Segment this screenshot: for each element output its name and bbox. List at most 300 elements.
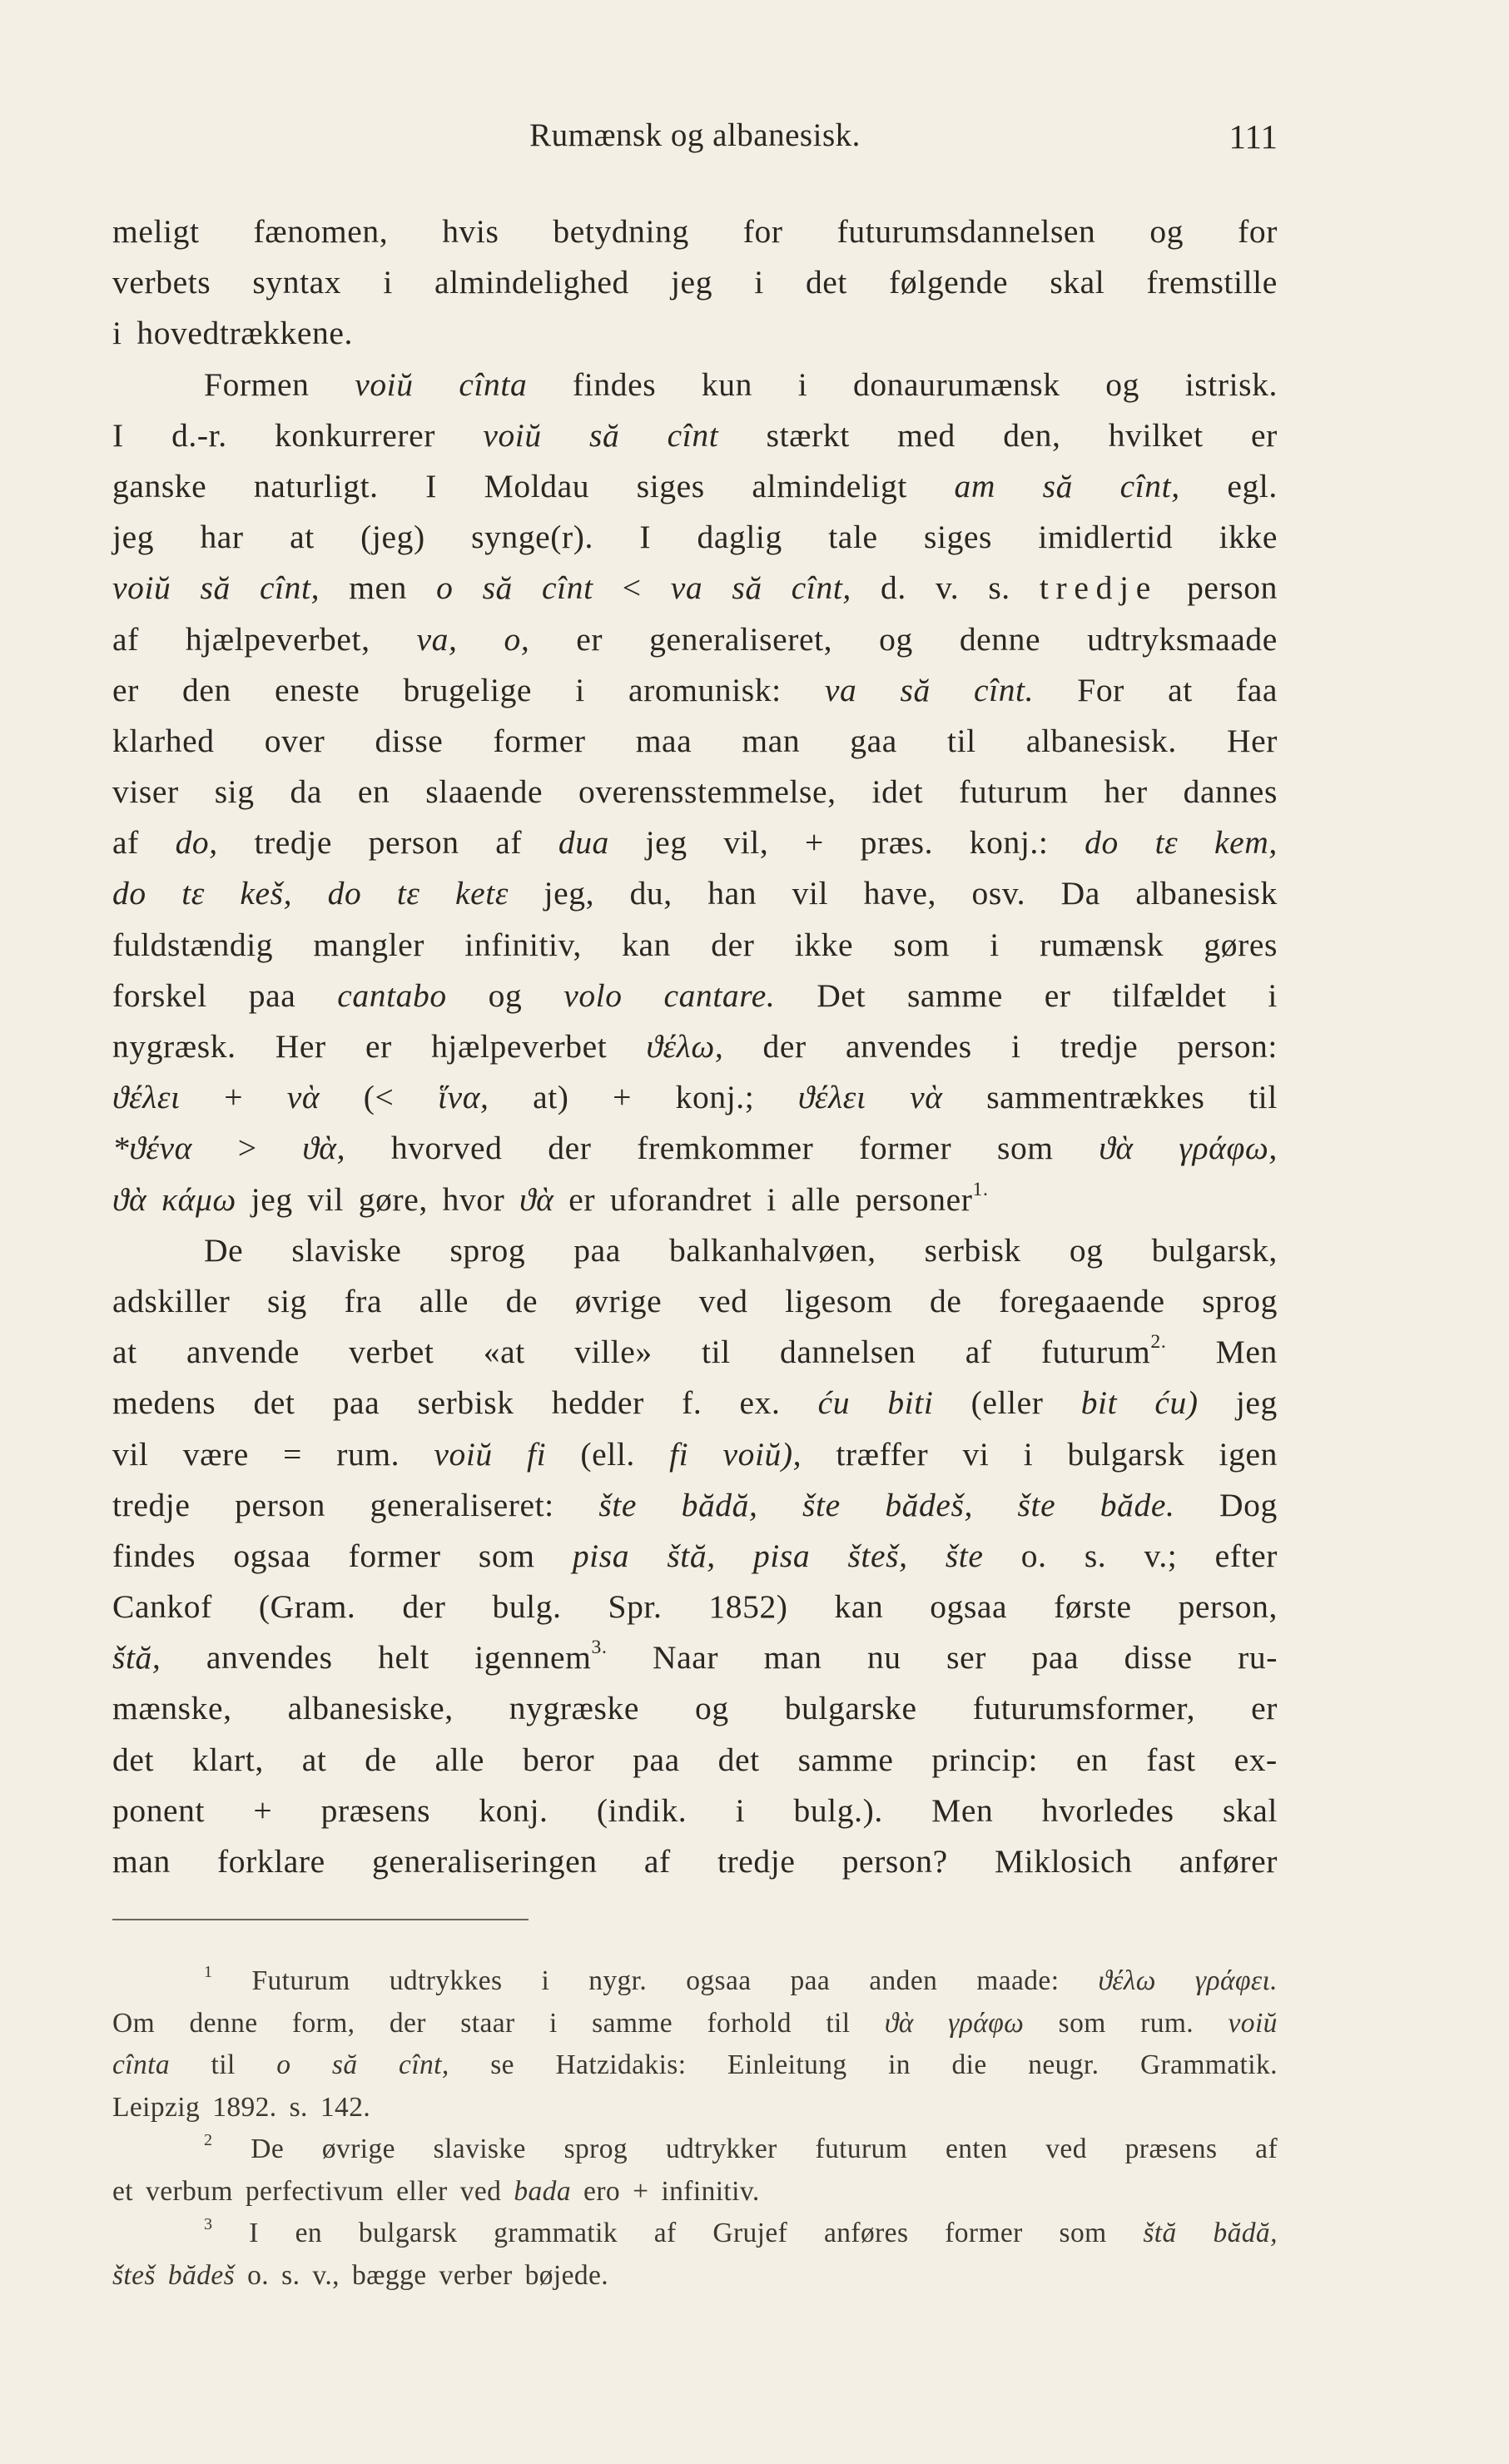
italic-text: cînt, <box>1119 467 1180 504</box>
word: Det <box>817 976 866 1014</box>
word: betydning <box>553 213 689 250</box>
word: skal <box>1050 264 1105 301</box>
italic-text: va <box>670 569 703 607</box>
italic-text: do <box>112 875 146 912</box>
text-line <box>112 1429 1278 1480</box>
word: alle <box>791 1180 841 1218</box>
text-line <box>112 971 1278 1021</box>
word: findes <box>573 365 657 403</box>
italic-text: tε <box>396 875 420 912</box>
word: paa <box>332 1384 380 1422</box>
word: ogsaa <box>686 1965 752 1996</box>
word: efter <box>1214 1537 1278 1574</box>
word: at <box>1168 671 1193 708</box>
word: som <box>478 1537 535 1574</box>
word: anvendes <box>845 1028 972 1065</box>
word <box>260 563 320 614</box>
footnotes <box>112 1960 1278 2297</box>
word: man <box>112 1843 171 1880</box>
word: person: <box>1177 1028 1278 1065</box>
word: er <box>1251 416 1278 454</box>
word: nygræsk. <box>112 1028 236 1065</box>
word: overensstemmelse, <box>578 773 836 811</box>
word: vil <box>307 1180 344 1218</box>
footnote-line <box>112 2255 1278 2298</box>
italic-text: să <box>589 416 620 454</box>
word: og <box>694 1690 729 1727</box>
word: mangler <box>313 926 425 963</box>
italic-text: ϑὰ <box>884 2007 914 2039</box>
word <box>1098 1960 1155 2003</box>
text-line <box>112 410 1278 461</box>
word: almindeligt <box>752 467 907 504</box>
italic-text: volo <box>563 976 623 1014</box>
word: Om <box>112 2007 156 2039</box>
word: albanesiske, <box>287 1690 454 1727</box>
text-line <box>112 1836 1278 1887</box>
footnote-reference: 2. <box>1150 1331 1167 1354</box>
word: eller <box>396 2175 448 2207</box>
text-line <box>112 1786 1278 1836</box>
word: i <box>990 926 1000 963</box>
word: 1852) <box>708 1588 788 1626</box>
word: at) <box>533 1079 569 1116</box>
word: som <box>996 1130 1054 1167</box>
footnote-line <box>112 2087 1278 2129</box>
word: udtrykkes <box>389 1965 503 1996</box>
word: + <box>224 1079 244 1116</box>
word: det <box>717 1741 760 1778</box>
italic-text: šte <box>1017 1486 1056 1523</box>
word: d.-r. <box>171 416 227 454</box>
word <box>1085 817 1119 868</box>
italic-text: do <box>327 875 362 912</box>
word: Hatzidakis: <box>555 2049 687 2080</box>
word: paa <box>633 1741 680 1778</box>
word: infinitiv. <box>661 2175 760 2207</box>
italic-text: ću <box>817 1384 851 1422</box>
word: ikke <box>794 926 854 963</box>
word: der <box>548 1130 592 1167</box>
word: maa <box>635 722 692 759</box>
word <box>1043 461 1073 512</box>
word: hjælpeverbet <box>431 1028 608 1065</box>
word: i <box>1010 1028 1021 1065</box>
italic-text: cînt <box>542 569 593 607</box>
word <box>474 1632 607 1683</box>
word: det <box>112 1741 155 1778</box>
italic-text: bădeš, <box>885 1486 973 1523</box>
word <box>825 665 856 716</box>
word: en <box>357 773 390 811</box>
italic-text: ketε <box>455 875 509 912</box>
word: for <box>1238 213 1278 250</box>
text-line <box>112 1683 1278 1734</box>
word: beror <box>522 1741 595 1778</box>
word: udtrykker <box>665 2134 777 2164</box>
word: istrisk. <box>1184 365 1278 403</box>
word: (ell. <box>580 1435 635 1473</box>
word: mænske, <box>112 1690 232 1727</box>
word: Spr. <box>608 1588 663 1626</box>
italic-text: voiŭ), <box>722 1435 802 1473</box>
word <box>847 1531 907 1582</box>
word <box>1195 1960 1278 2003</box>
word: øvrige <box>321 2134 395 2164</box>
word: = <box>283 1435 303 1473</box>
word: rum. <box>1140 2007 1194 2039</box>
word: i <box>797 365 808 403</box>
text-line <box>112 1378 1278 1428</box>
word: neugr. <box>1028 2049 1099 2080</box>
word: syntax <box>252 264 342 301</box>
word: futurumsformer, <box>972 1690 1196 1727</box>
text-line <box>112 1632 1278 1683</box>
word: s. <box>1084 1537 1107 1574</box>
running-title: Rumænsk og albanesisk. <box>529 117 861 153</box>
word <box>818 1378 850 1428</box>
page-header <box>112 117 1278 166</box>
word <box>1040 563 1158 614</box>
word: serbisk <box>924 1231 1021 1269</box>
footnote-line <box>112 2044 1278 2087</box>
italic-text: voiŭ <box>112 569 171 607</box>
word: I <box>639 519 652 556</box>
word: sprog <box>563 2134 628 2164</box>
italic-text: γράφω, <box>1179 1130 1278 1167</box>
word <box>946 1531 984 1582</box>
word <box>112 868 146 919</box>
word: verbet <box>349 1334 434 1371</box>
word: Grujef <box>712 2218 788 2248</box>
word: albanesisk <box>1135 875 1278 912</box>
word: vil, <box>723 824 769 862</box>
word: første <box>1054 1588 1132 1626</box>
word: jeg <box>1235 1384 1278 1422</box>
word: af <box>112 620 139 658</box>
word: ex- <box>1234 1741 1278 1778</box>
word: og <box>879 620 913 658</box>
italic-text: cînt, <box>399 2049 449 2080</box>
word: faa <box>1235 671 1278 708</box>
footnote-line <box>112 2003 1278 2045</box>
word <box>483 563 513 614</box>
word: præsens <box>320 1791 431 1829</box>
text-line <box>112 716 1278 767</box>
word: + <box>633 2175 649 2207</box>
word: anfører <box>1179 1843 1278 1880</box>
word: naturligt. <box>253 467 379 504</box>
word <box>589 410 619 461</box>
italic-text: o <box>276 2049 291 2080</box>
word: rum. <box>336 1435 400 1473</box>
word: hvorledes <box>1041 1791 1174 1829</box>
spaced-text: tredje <box>1039 569 1158 607</box>
word: s. <box>988 569 1010 607</box>
word: generaliseret, <box>649 620 833 658</box>
italic-text: šte <box>802 1486 841 1523</box>
word: nygræske <box>509 1690 639 1727</box>
word: sprog <box>1202 1282 1278 1319</box>
word: de <box>505 1282 539 1319</box>
word: (indik. <box>596 1791 687 1829</box>
word <box>667 1531 715 1582</box>
text-line <box>112 512 1278 563</box>
word <box>1179 1123 1277 1174</box>
word: være <box>182 1435 249 1473</box>
word: bulgarsk, <box>1151 1231 1278 1269</box>
italic-text: să <box>482 569 513 607</box>
word <box>1154 1378 1198 1428</box>
word: person <box>1187 569 1278 607</box>
word: ved <box>459 2175 502 2207</box>
italic-text: šteš <box>112 2259 156 2291</box>
word: I <box>112 416 124 454</box>
word: anden <box>869 1965 938 1996</box>
word <box>204 2129 212 2171</box>
word: ved <box>1045 2134 1087 2164</box>
word: d. <box>881 569 906 607</box>
word <box>1214 817 1278 868</box>
italic-text: o <box>436 569 454 607</box>
word: futurumsdannelsen <box>836 213 1096 250</box>
word: paa <box>573 1231 621 1269</box>
word: han <box>707 875 757 912</box>
word: forskel <box>112 976 207 1014</box>
word: Cankof <box>112 1588 212 1626</box>
word: vil <box>792 875 829 912</box>
word <box>722 1429 802 1480</box>
word: øvrige <box>574 1282 663 1319</box>
word: in <box>888 2049 911 2080</box>
word <box>201 563 231 614</box>
italic-text: ću) <box>1154 1384 1199 1422</box>
italic-text: ϑέλω <box>1098 1965 1156 1996</box>
word: futurum <box>959 773 1069 811</box>
word: konkurrerer <box>275 416 436 454</box>
text-line <box>112 1582 1278 1632</box>
word <box>573 1531 629 1582</box>
word: former <box>859 1130 952 1167</box>
italic-text: κάμω <box>161 1180 236 1218</box>
word: Formen <box>204 365 310 403</box>
italic-text: cînta <box>112 2049 170 2080</box>
word: denne <box>959 620 1041 658</box>
word: her <box>1104 773 1148 811</box>
italic-text: bădeš <box>167 2259 236 2291</box>
text-line <box>112 1021 1278 1072</box>
word: hvorved <box>390 1130 503 1167</box>
word: synge(r). <box>471 519 593 556</box>
footnote-reference: 1. <box>972 1178 989 1200</box>
word: ero <box>583 2175 621 2207</box>
word: det <box>253 1384 295 1422</box>
word: balkanhalvøen, <box>668 1231 876 1269</box>
word <box>753 1531 810 1582</box>
word: medens <box>112 1384 216 1422</box>
word: bulgarsk <box>358 2218 458 2248</box>
word: at <box>112 1334 137 1371</box>
word: kan <box>622 926 671 963</box>
word: Moldau <box>484 467 590 504</box>
word: generaliseringen <box>372 1843 598 1880</box>
word <box>302 1123 345 1174</box>
word: du, <box>629 875 673 912</box>
word <box>798 1072 866 1123</box>
word: 142. <box>320 2091 371 2123</box>
word: i <box>549 2007 558 2039</box>
word: generaliseret: <box>370 1486 554 1523</box>
italic-text: keš, <box>240 875 293 912</box>
footnote-line <box>112 2129 1278 2171</box>
italic-text: tε <box>181 875 205 912</box>
word <box>459 360 527 410</box>
word: bøjede. <box>524 2259 609 2291</box>
word: rumænsk <box>1040 926 1164 963</box>
word <box>112 1123 192 1174</box>
word: af <box>643 1843 671 1880</box>
text-line <box>112 868 1278 919</box>
word: alle <box>434 1741 485 1778</box>
word: jeg <box>251 1180 293 1218</box>
italic-text: voiŭ <box>355 365 414 403</box>
word: sammentrækkes <box>986 1079 1205 1116</box>
text-line <box>112 767 1278 817</box>
text-line <box>112 1175 1278 1225</box>
word: og <box>1069 1231 1104 1269</box>
word <box>558 817 609 868</box>
text-line <box>112 257 1278 308</box>
word: hedder <box>551 1384 644 1422</box>
word: igen <box>1219 1435 1278 1473</box>
word <box>885 1480 973 1531</box>
italic-text: biti <box>887 1384 934 1422</box>
word <box>112 1072 181 1123</box>
word <box>112 1175 146 1225</box>
word: futurum <box>815 2134 908 2164</box>
word: egl. <box>1227 467 1278 504</box>
word <box>514 2171 571 2213</box>
word: vil <box>112 1435 149 1473</box>
word: fænomen, <box>253 213 389 250</box>
word: hvor <box>442 1180 505 1218</box>
word: fra <box>344 1282 383 1319</box>
italic-text: cantare. <box>663 976 776 1014</box>
word <box>901 665 931 716</box>
word: af <box>965 1334 992 1371</box>
word: kan <box>834 1588 884 1626</box>
word: anvendes <box>206 1639 333 1677</box>
italic-text: voiŭ <box>434 1435 493 1473</box>
word <box>542 563 593 614</box>
word: enten <box>945 2134 1008 2164</box>
word: Her <box>1226 722 1278 759</box>
word: + <box>613 1079 633 1116</box>
word: for <box>742 213 783 250</box>
word: tredje <box>717 1843 796 1880</box>
word: præsens <box>1124 2134 1218 2164</box>
word: af <box>495 824 523 862</box>
word: slaaende <box>425 773 544 811</box>
word: der <box>389 2007 426 2039</box>
word: jeg, <box>544 875 595 912</box>
word <box>397 868 420 919</box>
word: I <box>425 467 438 504</box>
footnote-line <box>112 2171 1278 2213</box>
word: Naar <box>652 1639 719 1677</box>
word <box>287 1072 320 1123</box>
italic-text: să <box>900 671 931 708</box>
word: Men <box>931 1791 994 1829</box>
word: med <box>897 416 956 454</box>
word: denne <box>189 2007 258 2039</box>
word: konj.; <box>675 1079 755 1116</box>
word: Da <box>1060 875 1100 912</box>
word: (eller <box>970 1384 1044 1422</box>
word <box>955 461 995 512</box>
word: eneste <box>275 671 360 708</box>
word: o. <box>247 2259 270 2291</box>
word: gøres <box>1204 926 1278 963</box>
word: samme <box>592 2007 673 2039</box>
word: i <box>383 264 393 301</box>
word: se <box>490 2049 514 2080</box>
word: kun <box>701 365 752 403</box>
italic-text: kem, <box>1214 824 1278 862</box>
italic-text: do, <box>175 824 218 862</box>
word <box>181 868 205 919</box>
word <box>276 2044 290 2087</box>
word: Futurum <box>251 1965 350 1996</box>
word: der <box>711 926 755 963</box>
word: meligt <box>112 213 200 250</box>
word: «at <box>483 1334 525 1371</box>
word: de <box>365 1741 397 1778</box>
italic-text: ϑὰ <box>1099 1130 1134 1167</box>
italic-text: voiŭ <box>483 416 542 454</box>
italic-text: ϑὰ <box>112 1180 147 1218</box>
italic-text: fi <box>669 1435 689 1473</box>
word: siges <box>636 467 705 504</box>
word: person <box>368 824 459 862</box>
word: slaviske <box>433 2134 526 2164</box>
text-line <box>112 461 1278 512</box>
word: er <box>568 1180 596 1218</box>
word <box>792 563 851 614</box>
word <box>112 2044 170 2087</box>
body-text <box>112 206 1278 1887</box>
word: hvilket <box>1108 416 1204 454</box>
word: konj. <box>479 1791 549 1829</box>
word: o. <box>1020 1537 1047 1574</box>
text-line <box>112 1276 1278 1327</box>
footnote-reference: 3. <box>591 1637 608 1659</box>
italic-text: štă, <box>112 1639 161 1677</box>
text-line <box>112 817 1278 868</box>
word: Grammatik. <box>1139 2049 1278 2080</box>
word: er <box>365 1028 392 1065</box>
word: verber <box>439 2259 513 2291</box>
italic-text: voiŭ <box>1228 2007 1278 2039</box>
word: tilfældet <box>1112 976 1227 1014</box>
word <box>527 1429 546 1480</box>
word: træffer <box>836 1435 929 1473</box>
word <box>1229 2003 1278 2045</box>
word: almindelighed <box>434 264 629 301</box>
word: fast <box>1146 1741 1196 1778</box>
word: ikke <box>1219 519 1278 556</box>
word: anvende <box>186 1334 300 1371</box>
